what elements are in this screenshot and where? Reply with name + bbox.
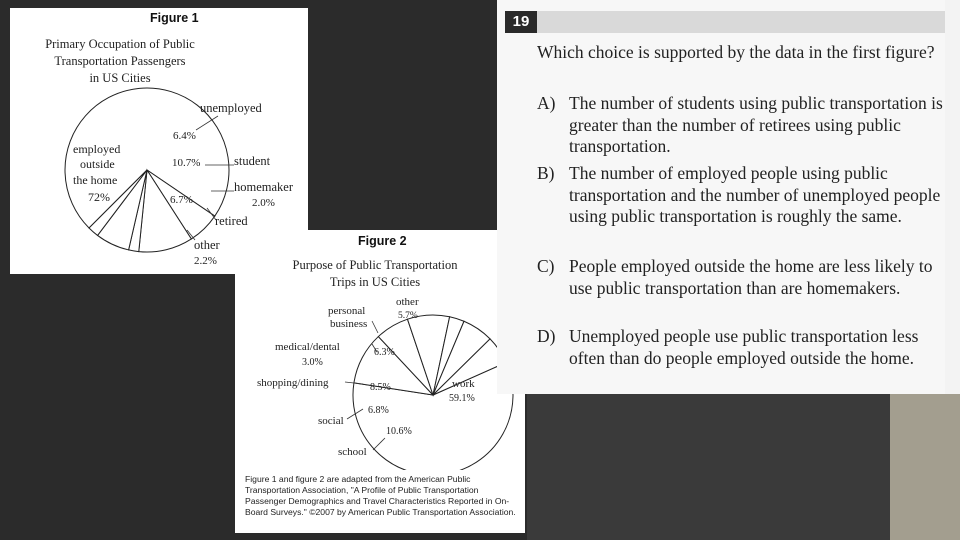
choice-a-letter: A) <box>537 93 556 113</box>
figure-2-title-line: Trips in US Cities <box>329 275 421 289</box>
figure-caption: Figure 1 and figure 2 are adapted from the American Public Transportation Association, "A Profile of Public Transportation Passenger Demographics and Travel Characteristics Reported in On-Board Surveys." ©2007 by American Public Transportation Association. <box>245 474 516 517</box>
label-social-pct: 6.8% <box>368 405 389 416</box>
leader-line <box>372 321 378 333</box>
label-homemaker-pct: 2.0% <box>252 197 275 209</box>
label-other-pct: 5.7% <box>398 311 418 321</box>
label-retired: retired <box>215 214 248 228</box>
label-employed-1: employed <box>73 142 121 156</box>
figure-2-pie-chart <box>235 230 525 470</box>
choice-b[interactable] <box>537 163 945 228</box>
label-other-pct: 2.2% <box>194 255 217 267</box>
label-personal-2: business <box>330 318 368 330</box>
label-shopping: shopping/dining <box>257 377 329 389</box>
label-medical-pct: 3.0% <box>302 357 323 368</box>
label-student-pct: 10.7% <box>172 157 201 169</box>
choice-a[interactable] <box>537 93 945 158</box>
question-number: 19 <box>505 11 537 33</box>
question-header-bar <box>505 11 945 33</box>
label-work: work <box>452 378 475 390</box>
choice-d[interactable] <box>537 326 945 369</box>
figure-2-panel <box>235 230 525 533</box>
label-social: social <box>318 415 344 427</box>
label-other: other <box>194 238 220 252</box>
choice-c-letter: C) <box>537 256 555 276</box>
figure-2-title-line: Purpose of Public Transportation <box>292 258 458 272</box>
label-employed-3: the home <box>73 173 118 187</box>
label-student: student <box>234 154 271 168</box>
label-personal-pct: 6.3% <box>374 347 395 358</box>
choice-c-text: People employed outside the home are less likely to use public transportation than are homemakers. <box>569 256 933 298</box>
figure-1-label: Figure 1 <box>150 11 199 25</box>
choice-d-letter: D) <box>537 326 556 346</box>
figure-1-title-line: Transportation Passengers <box>54 54 186 68</box>
question-panel <box>497 0 945 394</box>
decorative-band-tan <box>890 394 960 540</box>
label-school-pct: 10.6% <box>386 426 412 437</box>
label-homemaker: homemaker <box>234 180 294 194</box>
figure-2-label: Figure 2 <box>358 234 407 248</box>
label-employed-pct: 72% <box>88 190 110 204</box>
choice-b-letter: B) <box>537 163 555 183</box>
label-personal-1: personal <box>328 305 366 317</box>
figure-1-title-line: Primary Occupation of Public <box>45 37 195 51</box>
choice-c[interactable] <box>537 256 945 299</box>
label-work-pct: 59.1% <box>449 393 475 404</box>
label-retired-pct: 6.7% <box>170 194 193 206</box>
figure-1-title-line: in US Cities <box>89 71 151 85</box>
label-other: other <box>396 296 419 308</box>
decorative-band-dark <box>527 394 890 540</box>
label-medical: medical/dental <box>275 341 340 353</box>
label-school: school <box>338 446 367 458</box>
label-employed-2: outside <box>80 157 115 171</box>
label-shopping-pct: 8.5% <box>370 382 391 393</box>
choice-a-text: The number of students using public transportation is greater than the number of retirees using public transportation. <box>569 93 943 156</box>
choice-d-text: Unemployed people use public transportation less often than do people employed outside the home. <box>569 326 919 368</box>
decorative-band-light <box>945 0 960 394</box>
label-unemployed-pct: 6.4% <box>173 130 196 142</box>
choice-b-text: The number of employed people using public transportation and the number of unemployed people using public transportation is roughly the same. <box>569 163 941 226</box>
label-unemployed: unemployed <box>200 101 262 115</box>
question-stem: Which choice is supported by the data in the first figure? <box>537 42 935 62</box>
